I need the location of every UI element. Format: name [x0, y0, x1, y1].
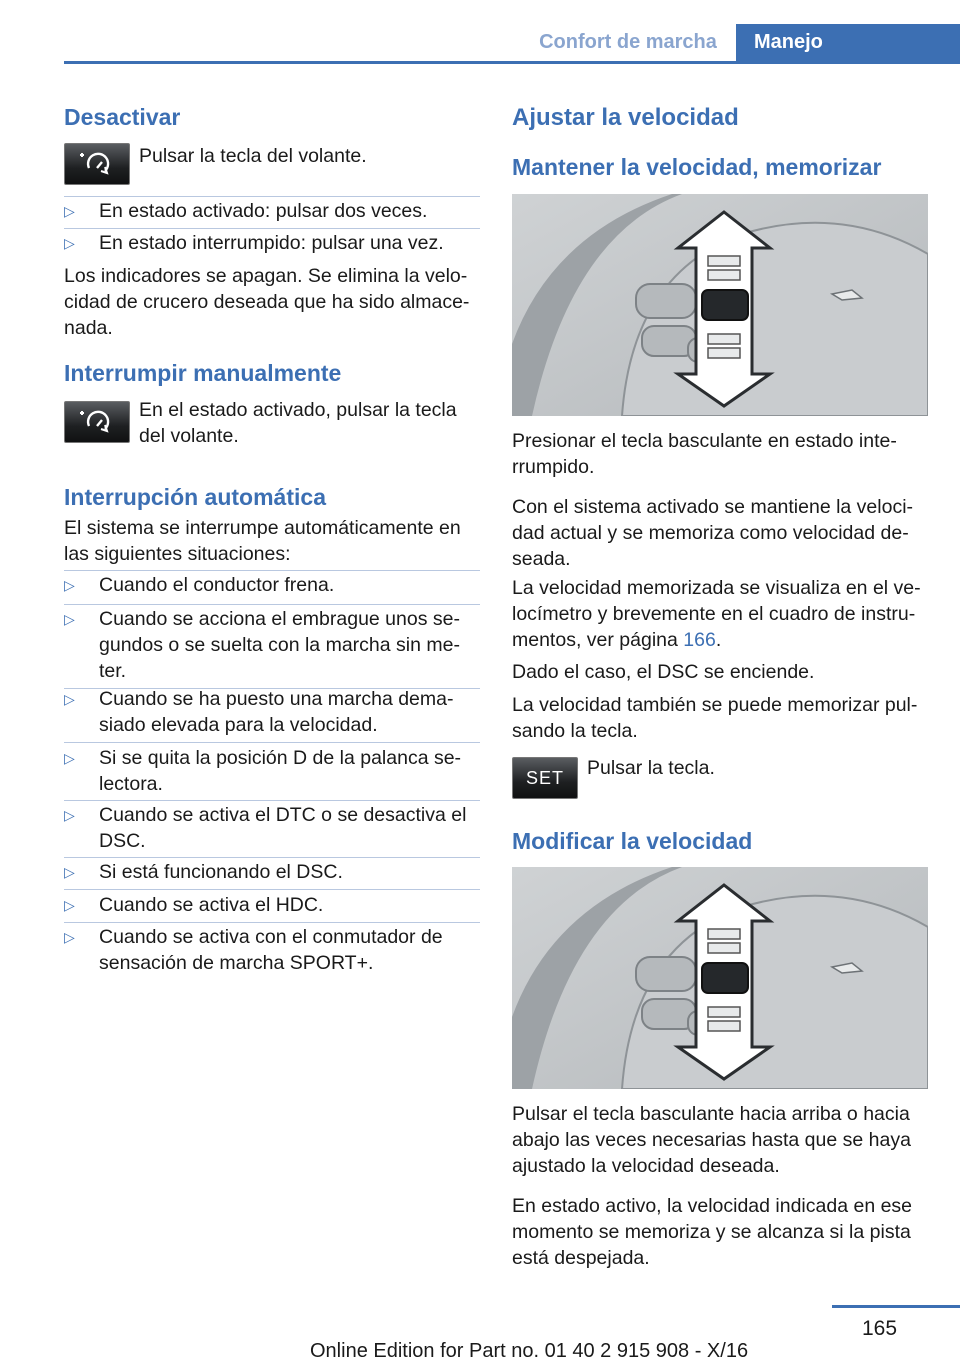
edition-footer: Online Edition for Part no. 01 40 2 915 908 - X/16: [310, 1340, 749, 1362]
triangle-bullet-icon: ▷: [64, 611, 75, 627]
separator: [64, 800, 480, 801]
paragraph: Presionar el tecla basculante en estado inte‐rrumpido.: [512, 430, 897, 478]
separator: [64, 604, 480, 605]
triangle-bullet-icon: ▷: [64, 897, 75, 913]
page-reference-link[interactable]: 166: [683, 629, 716, 651]
separator: [64, 570, 480, 571]
heading-modificar-velocidad: Modificar la velocidad: [512, 828, 753, 854]
triangle-bullet-icon: ▷: [64, 864, 75, 880]
page-number: 165: [862, 1317, 898, 1340]
header-chapter-tab[interactable]: Manejo: [736, 24, 960, 61]
steering-wheel-rocker-image: [512, 867, 928, 1089]
heading-mantener-velocidad: Mantener la velocidad, memorizar: [512, 154, 882, 180]
heading-interrupcion-automatica: Interrupción automática: [64, 484, 326, 510]
separator: [64, 228, 480, 229]
paragraph: En estado activo, la velocidad indicada en ese momento se memoriza y se alcanza si la pista está despejada.: [512, 1195, 913, 1269]
cruise-control-button-icon: [64, 401, 130, 443]
triangle-bullet-icon: ▷: [64, 929, 75, 945]
header-rule: [64, 61, 960, 64]
triangle-bullet-icon: ▷: [64, 577, 75, 593]
cruise-control-button-icon: [64, 143, 130, 185]
triangle-bullet-icon: ▷: [64, 750, 75, 766]
separator: [64, 196, 480, 197]
heading-desactivar: Desactivar: [64, 104, 181, 130]
steering-wheel-rocker-image: [512, 194, 928, 416]
separator: [64, 889, 480, 890]
page-number-rule: [832, 1305, 960, 1308]
heading-ajustar-velocidad: Ajustar la velocidad: [512, 104, 739, 131]
set-button-icon: [512, 757, 578, 799]
separator: [64, 857, 480, 858]
set-icon-text: Pulsar la tecla.: [587, 757, 715, 779]
separator: [64, 742, 480, 743]
paragraph: Los indicadores se apagan. Se elimina la velo‐cidad de crucero deseada que ha sido almace‐nada.: [64, 265, 470, 339]
paragraph: Pulsar el tecla basculante hacia arriba o hacia abajo las veces necesarias hasta que se haya ajustado la velocidad deseada.: [512, 1103, 911, 1177]
paragraph: Con el sistema activado se mantiene la veloci‐dad actual y se memoriza como velocidad de‐seada.: [512, 496, 914, 570]
paragraph: Dado el caso, el DSC se enciende.: [512, 661, 815, 683]
triangle-bullet-icon: ▷: [64, 691, 75, 707]
triangle-bullet-icon: ▷: [64, 807, 75, 823]
heading-interrumpir: Interrumpir manualmente: [64, 360, 342, 386]
triangle-bullet-icon: ▷: [64, 203, 75, 219]
desactivar-icon-text: Pulsar la tecla del volante.: [139, 145, 367, 167]
triangle-bullet-icon: ▷: [64, 235, 75, 251]
paragraph: La velocidad memorizada se visualiza en el ve‐locímetro y brevemente en el cuadro de instru‐mentos, ver página 166.: [512, 577, 921, 651]
separator: [64, 922, 480, 923]
paragraph: El sistema se interrumpe automáticamente en las siguientes situaciones:: [64, 517, 461, 565]
header-section-tab[interactable]: Confort de marcha: [539, 31, 717, 53]
paragraph: La velocidad también se puede memorizar pul‐sando la tecla.: [512, 694, 918, 742]
interrumpir-icon-text: En el estado activado, pulsar la tecla del volante.: [139, 399, 457, 447]
set-label: SET: [525, 767, 564, 788]
